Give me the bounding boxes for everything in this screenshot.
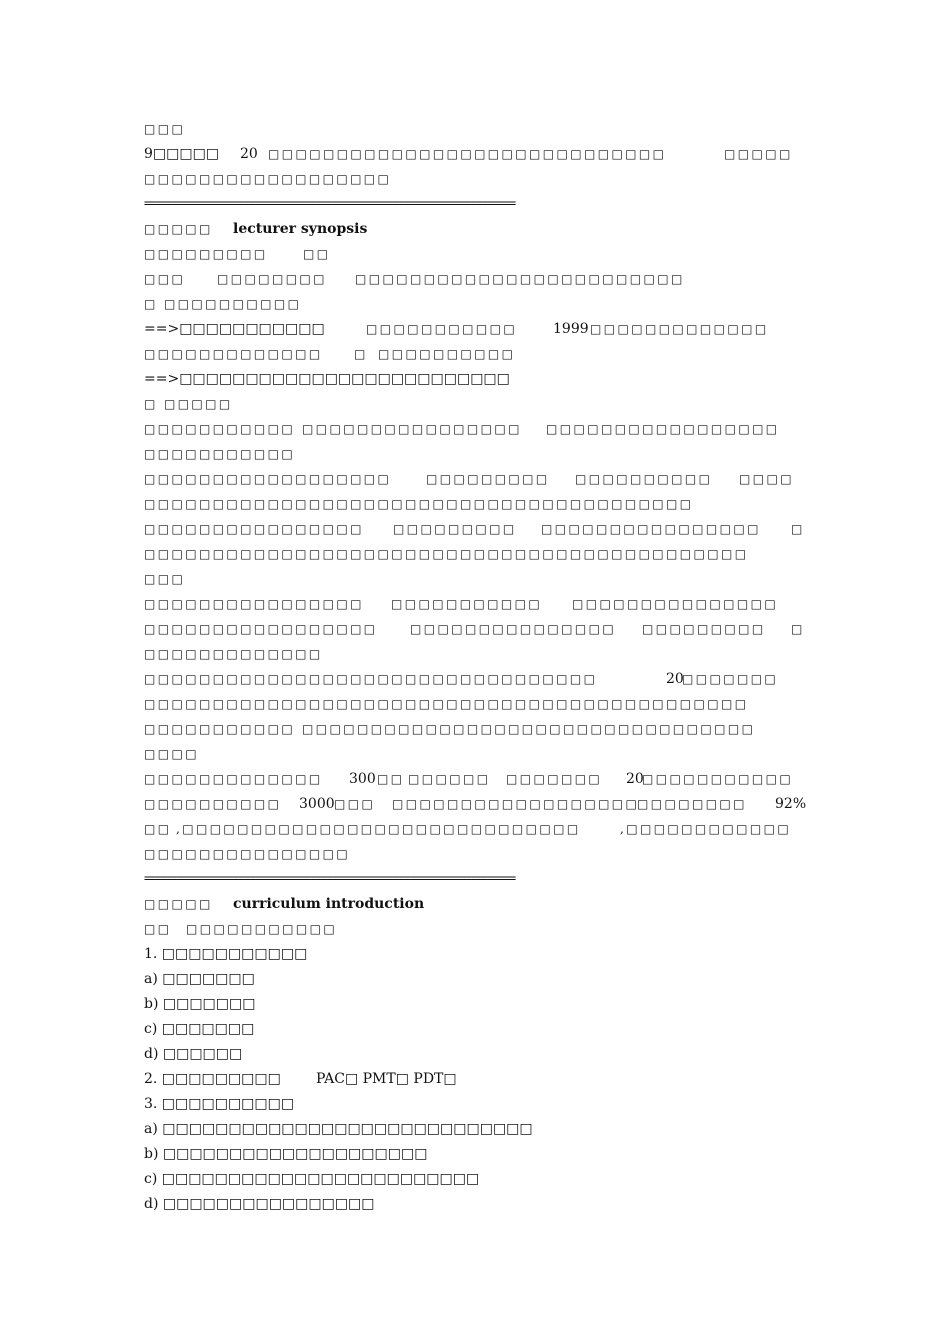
paragraph-line: [144, 570, 814, 592]
section-title-lecturer: [144, 220, 814, 242]
paragraph-line: [144, 545, 814, 567]
text-fragment: □□□□: [739, 472, 794, 486]
text-fragment: □□□□□□□□: [217, 272, 327, 286]
text-fragment: ==>□□□□□□□□□□□□□□□□□□□□□□□□□: [144, 371, 510, 387]
list-item: [144, 1195, 814, 1217]
paragraph-line: [144, 495, 814, 517]
paragraph-line: [144, 845, 814, 867]
paragraph-line: [144, 720, 814, 742]
paragraph-line: [144, 770, 814, 792]
text-fragment: □: [354, 347, 368, 361]
text-fragment: □□□: [334, 797, 376, 811]
text-fragment: □□□□□□□□□□□: [366, 322, 518, 336]
list-item: [144, 1045, 814, 1067]
section-title-curriculum: [144, 895, 814, 917]
separator-rule: ===================================================================: [144, 872, 515, 885]
text-fragment: □□□□□: [724, 147, 793, 161]
text-fragment: □: [791, 622, 805, 636]
text-fragment: 20: [626, 771, 644, 787]
text-fragment: □□□□□□□□□□□□□: [144, 647, 323, 661]
paragraph-line: [144, 595, 814, 617]
list-item: [144, 1120, 814, 1142]
paragraph-line: [144, 345, 814, 367]
section-heading: lecturer synopsis: [233, 221, 368, 237]
text-fragment: 1999: [553, 321, 589, 337]
text-fragment: □□□□□□□□□□: [378, 347, 516, 361]
text-fragment: □□□: [144, 122, 186, 136]
list-item: [144, 945, 814, 967]
paragraph-line: [144, 620, 814, 642]
intro-line-1: [144, 120, 814, 142]
section-heading: curriculum introduction: [233, 896, 425, 912]
text-fragment: □□□□□□□□□□□: [642, 772, 794, 786]
text-fragment: a) □□□□□□□□□□□□□□□□□□□□□□□□□□□□: [144, 1121, 533, 1137]
text-fragment: □ □□□□□: [144, 397, 233, 411]
text-fragment: □□□□□□□: [682, 672, 779, 686]
text-fragment: □□□□□□□□□□□□□□□□□□□□□□□□□□□□□: [268, 147, 667, 161]
list-item: [144, 970, 814, 992]
text-fragment: 300: [349, 771, 376, 787]
text-fragment: □□□: [144, 272, 186, 286]
text-fragment: □□□□□□□□□□□□□□□□: [541, 522, 761, 536]
text-fragment: c) □□□□□□□□□□□□□□□□□□□□□□□□: [144, 1171, 480, 1187]
text-fragment: ==>□□□□□□□□□□□: [144, 321, 325, 337]
list-item: [144, 1145, 814, 1167]
intro-line-2: [144, 145, 814, 167]
list-item: [144, 1095, 814, 1117]
text-fragment: □□□: [144, 572, 186, 586]
text-fragment: □□□□□□□□□□□□□□□□□□□□□□□□□□□□□□□□□: [144, 672, 598, 686]
paragraph-line: [144, 795, 814, 817]
text-fragment: □□□□□□□□□□□□□: [144, 772, 323, 786]
paragraph-line: [144, 320, 814, 342]
text-fragment: □□□□□□□□□□□: [391, 597, 543, 611]
text-fragment: □□□□□□□□□□□□□□□: [410, 622, 617, 636]
text-fragment: □□□□□: [144, 222, 213, 236]
text-fragment: 92%: [775, 796, 807, 812]
text-fragment: □□□□□□□□□□□□□□□□□□□□□□□□□□□□□□□□□□□□□□□□□□□□: [144, 547, 749, 561]
text-fragment: □□□□□□□□□□□□□: [144, 347, 323, 361]
text-fragment: □□□□□□□□: [637, 797, 747, 811]
paragraph-line: [144, 245, 814, 267]
paragraph-line: [144, 670, 814, 692]
paragraph-line: [144, 445, 814, 467]
text-fragment: 3000: [299, 796, 335, 812]
text-fragment: □□□□□□□□□: [144, 247, 268, 261]
text-fragment: □□□□□: [144, 897, 213, 911]
text-fragment: □□□□□□□□□: [642, 622, 766, 636]
intro-line-3: [144, 170, 814, 192]
separator-rule: ===================================================================: [144, 197, 515, 210]
text-fragment: c) □□□□□□□: [144, 1021, 255, 1037]
text-fragment: b) □□□□□□□: [144, 996, 256, 1012]
text-fragment: □□□□□□□□□□□: [144, 422, 296, 436]
paragraph-line: [144, 395, 814, 417]
text-fragment: □□□□□□□□□□□: [144, 722, 296, 736]
text-fragment: □□□□□□□□□□□: [144, 447, 296, 461]
text-fragment: □ □□□□□□□□□□: [144, 297, 302, 311]
text-fragment: a) □□□□□□□: [144, 971, 255, 987]
text-fragment: □: [791, 522, 805, 536]
list-item: [144, 1020, 814, 1042]
text-fragment: □□: [144, 822, 172, 836]
text-fragment: d) □□□□□□□□□□□□□□□□: [144, 1196, 375, 1212]
text-fragment: □□□□: [144, 747, 199, 761]
text-fragment: PAC□ PMT□ PDT□: [316, 1071, 457, 1087]
text-fragment: □□□□□□□□□□: [575, 472, 713, 486]
paragraph-line: [144, 820, 814, 842]
text-fragment: □□□□□□□□□□□□□□□: [572, 597, 779, 611]
text-fragment: b) □□□□□□□□□□□□□□□□□□□□: [144, 1146, 428, 1162]
text-fragment: □□□□□□□□□□□□□□□□□□: [144, 172, 392, 186]
text-fragment: □□□□□□□: [506, 772, 603, 786]
list-item: [144, 1070, 814, 1092]
text-fragment: □□□□□□□□□□□□□□□□□□□□□□□□□□□□□□□□□: [302, 722, 756, 736]
text-fragment: □□□□□□□□□: [426, 472, 550, 486]
text-fragment: 20: [240, 146, 258, 162]
list-heading: [144, 920, 814, 942]
text-fragment: 1. □□□□□□□□□□□: [144, 946, 308, 962]
text-fragment: □□□□□□□□□□□□□□□□□□□□□□□□□□□□□□□□□□□□□□□□□□□□: [144, 697, 749, 711]
text-fragment: 9□□□□□: [144, 146, 220, 162]
text-fragment: □□□□□□□□□□□□□□□□□□: [392, 797, 640, 811]
text-fragment: □□□□□□□□□□□□□: [590, 322, 769, 336]
paragraph-line: [144, 745, 814, 767]
text-fragment: □□□□□□□□□□□□□□□□: [144, 522, 364, 536]
text-fragment: □□□□□□□□□□□□□□□□: [302, 422, 522, 436]
list-item: [144, 995, 814, 1017]
text-fragment: □□□□□□□□□□□□□□□□□□□□□□□□: [355, 272, 685, 286]
text-fragment: □□□□□□□□□: [393, 522, 517, 536]
paragraph-line: [144, 295, 814, 317]
text-fragment: □□□□□□□□□□□□□□□□□: [546, 422, 780, 436]
text-fragment: □□: [144, 922, 172, 936]
text-fragment: ,□□□□□□□□□□□□: [620, 822, 792, 836]
paragraph-line: [144, 370, 814, 392]
text-fragment: ,□□□□□□□□□□□□□□□□□□□□□□□□□□□□□: [176, 822, 581, 836]
text-fragment: d) □□□□□□: [144, 1046, 243, 1062]
text-fragment: □□□□□□□□□□: [144, 797, 282, 811]
paragraph-line: [144, 695, 814, 717]
text-fragment: □□□□□□: [408, 772, 491, 786]
text-fragment: 20: [666, 671, 684, 687]
text-fragment: □□□□□□□□□□□□□□□: [144, 847, 351, 861]
text-fragment: □□□□□□□□□□□□□□□□□□□□□□□□□□□□□□□□□□□□□□□□: [144, 497, 694, 511]
text-fragment: □□□□□□□□□□□□□□□□□□: [144, 472, 392, 486]
text-fragment: 2. □□□□□□□□□: [144, 1071, 281, 1087]
paragraph-line: [144, 645, 814, 667]
text-fragment: □□□□□□□□□□□□□□□□: [144, 597, 364, 611]
text-fragment: □□□□□□□□□□□□□□□□□: [144, 622, 378, 636]
text-fragment: □□: [303, 247, 331, 261]
paragraph-line: [144, 470, 814, 492]
list-item: [144, 1170, 814, 1192]
text-fragment: □□□□□□□□□□□: [186, 922, 338, 936]
paragraph-line: [144, 520, 814, 542]
text-fragment: □□: [377, 772, 405, 786]
text-fragment: 3. □□□□□□□□□□: [144, 1096, 295, 1112]
paragraph-line: [144, 270, 814, 292]
paragraph-line: [144, 420, 814, 442]
